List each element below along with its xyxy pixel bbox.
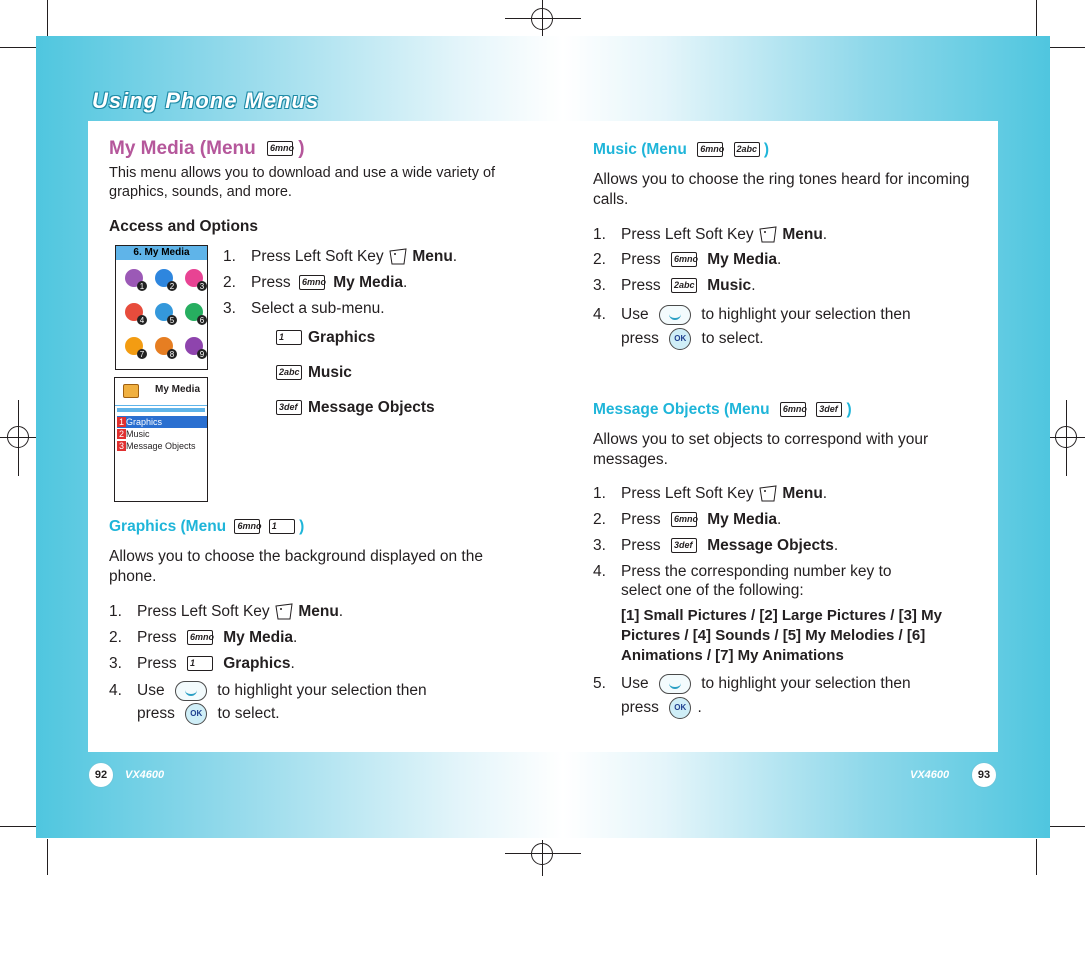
crop-mark [542, 0, 543, 36]
graphics-step-4: 4. Use to highlight your selection then [109, 682, 427, 700]
music-step-4-cont: press OK to select. [621, 328, 764, 350]
message-step-3: 3. Press 3def Message Objects. [593, 537, 839, 554]
graphics-heading: Graphics (Menu 6mno 1 ) [109, 518, 305, 535]
page-number-right: 93 [971, 762, 997, 788]
screen-list-item: 1 Graphics [117, 416, 207, 428]
ok-key-icon: OK [185, 703, 207, 725]
crop-mark [0, 826, 36, 827]
left-soft-key-icon [274, 603, 294, 621]
key-3-icon: 3def [816, 402, 842, 417]
crop-mark [1066, 400, 1067, 476]
key-3-icon: 3def [276, 400, 302, 415]
page-number-left: 92 [88, 762, 114, 788]
key-6-icon: 6mno [671, 252, 697, 267]
screen-title: 6. My Media [116, 246, 207, 260]
crop-mark [1050, 437, 1085, 438]
page-header-title: Using Phone Menus [92, 88, 320, 113]
key-6-icon: 6mno [780, 402, 806, 417]
crop-mark [1036, 0, 1037, 36]
key-6-icon: 6mno [671, 512, 697, 527]
folder-icon [123, 384, 139, 398]
key-2-icon: 2abc [734, 142, 760, 157]
access-step-3: 3. Select a sub-menu. [223, 300, 385, 317]
graphics-step-1: 1. Press Left Soft Key Menu. [109, 603, 344, 621]
graphics-description: Allows you to choose the background displayed on the phone. [109, 548, 483, 585]
menu-grid-number: 2 [169, 282, 175, 291]
message-step-1: 1. Press Left Soft Key Menu. [593, 485, 828, 503]
screen-list-item: 2 Music [119, 429, 150, 439]
crop-mark [505, 18, 581, 19]
music-step-1: 1. Press Left Soft Key Menu. [593, 226, 828, 244]
submenu-message-objects: 3def Message Objects [276, 399, 435, 417]
key-6-icon: 6mno [697, 142, 723, 157]
key-2-icon: 2abc [276, 365, 302, 380]
message-objects-description: Allows you to set objects to correspond with your messages. [593, 431, 929, 468]
left-soft-key-icon [758, 226, 778, 244]
key-1-icon: 1 [187, 656, 213, 671]
message-step-2: 2. Press 6mno My Media. [593, 511, 782, 528]
crop-mark [1049, 826, 1085, 827]
model-name-right: VX4600 [910, 769, 950, 781]
phone-screen-icon-grid [115, 245, 208, 370]
crop-mark [0, 47, 36, 48]
left-soft-key-icon [388, 248, 408, 266]
submenu-graphics: 1 Graphics [276, 329, 375, 347]
menu-grid-number: 9 [199, 350, 205, 359]
crop-mark [542, 840, 543, 876]
music-description: Allows you to choose the ring tones heard for incoming calls. [593, 171, 970, 208]
crop-mark [18, 400, 19, 476]
music-step-2: 2. Press 6mno My Media. [593, 251, 782, 268]
submenu-music: 2abc Music [276, 364, 352, 382]
access-options-heading: Access and Options [109, 218, 259, 235]
menu-grid-number: 4 [139, 316, 145, 325]
access-step-2: 2. Press 6mno My Media. [223, 274, 408, 291]
left-soft-key-icon [758, 485, 778, 503]
my-media-intro: This menu allows you to download and use a wide variety of graphics, sounds, and more. [109, 165, 496, 200]
screen-list-item: 3 Message Objects [119, 441, 196, 451]
graphics-step-2: 2. Press 6mno My Media. [109, 629, 298, 646]
crop-mark [505, 853, 581, 854]
music-step-4: 4. Use to highlight your selection then [593, 306, 911, 324]
menu-icons-grid [116, 260, 208, 370]
navigation-key-icon [659, 305, 691, 325]
crop-mark [1036, 839, 1037, 875]
message-objects-heading: Message Objects (Menu 6mno 3def ) [593, 401, 852, 418]
message-step-4: 4. Press the corresponding number key to [593, 563, 892, 580]
access-step-1: 1. Press Left Soft Key Menu. [223, 248, 458, 266]
navigation-key-icon [175, 681, 207, 701]
menu-grid-number: 3 [199, 282, 205, 291]
menu-grid-number: 1 [139, 282, 145, 291]
message-step-5-cont: press OK . [621, 697, 702, 719]
my-media-heading: My Media (Menu 6mno ) [109, 138, 305, 159]
menu-grid-number: 6 [199, 316, 205, 325]
music-heading: Music (Menu 6mno 2abc ) [593, 141, 769, 158]
key-1-icon: 1 [269, 519, 295, 534]
screen-title: My Media [155, 384, 201, 395]
key-6-icon: 6mno [187, 630, 213, 645]
key-6-icon: 6mno [267, 141, 293, 156]
message-options-list: [1] Small Pictures / [2] Large Pictures / [3] My Pictures / [4] Sounds / [5] My Melodies / [6] Animations / [7] My Animations [621, 607, 942, 664]
key-2-icon: 2abc [671, 278, 697, 293]
model-name-left: VX4600 [125, 769, 165, 781]
menu-grid-number: 7 [139, 350, 145, 359]
crop-mark [47, 839, 48, 875]
music-step-3: 3. Press 2abc Music. [593, 277, 756, 294]
menu-grid-number: 5 [169, 316, 175, 325]
key-1-icon: 1 [276, 330, 302, 345]
message-step-4-cont: select one of the following: [621, 582, 804, 599]
key-6-icon: 6mno [299, 275, 325, 290]
key-3-icon: 3def [671, 538, 697, 553]
ok-key-icon: OK [669, 328, 691, 350]
phone-screen-my-media-list [114, 377, 208, 502]
message-step-5: 5. Use to highlight your selection then [593, 675, 911, 693]
navigation-key-icon [659, 674, 691, 694]
menu-grid-number: 8 [169, 350, 175, 359]
crop-mark [1049, 47, 1085, 48]
key-6-icon: 6mno [234, 519, 260, 534]
crop-mark [47, 0, 48, 36]
graphics-step-3: 3. Press 1 Graphics. [109, 655, 295, 672]
ok-key-icon: OK [669, 697, 691, 719]
graphics-step-4-cont: press OK to select. [137, 703, 280, 725]
